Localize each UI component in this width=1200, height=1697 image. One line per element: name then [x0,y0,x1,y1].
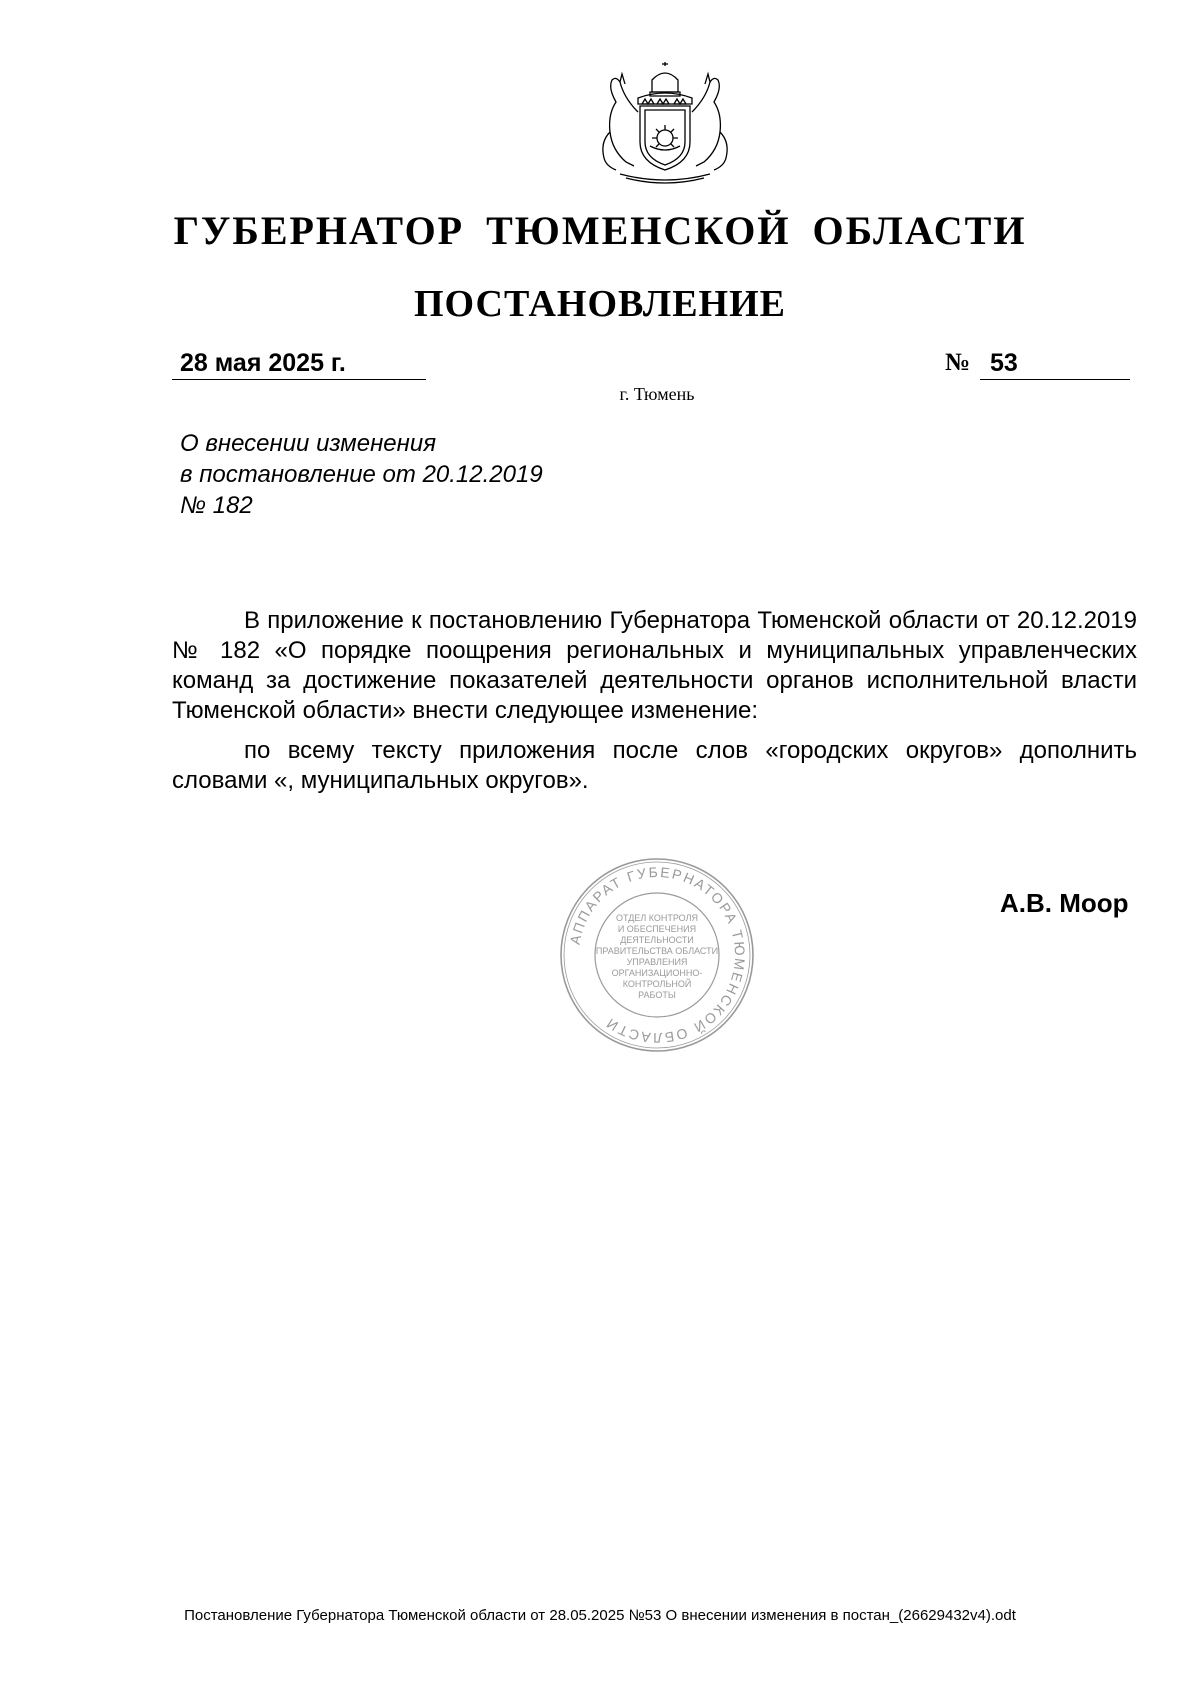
issue-city: г. Тюмень [619,384,695,404]
stamp-outer-text: АППАРАТ ГУБЕРНАТОРА ТЮМЕНСКОЙ ОБЛАСТИ [566,863,749,1047]
document-date: 28 мая 2025 г. [180,349,346,377]
subject-line-2: в постановление от 20.12.2019 [180,461,543,488]
footer-file-reference: Постановление Губернатора Тюменской области от 28.05.2025 №53 О внесении изменения в постан_(26629432v4).odt [184,1607,1016,1624]
signatory-name: А.В. Моор [1000,888,1129,918]
document-body [172,606,1137,806]
issuing-authority-title: ГУБЕРНАТОР ТЮМЕНСКОЙ ОБЛАСТИ [173,208,1027,253]
number-underline [980,379,1130,380]
stamp-inner-line: ОТДЕЛ КОНТРОЛЯ [616,913,698,923]
stamp-inner-line: ОРГАНИЗАЦИОННО- [611,968,703,978]
coat-of-arms-emblem [590,62,740,187]
document-number: 53 [990,349,1018,377]
document-type-title: ПОСТАНОВЛЕНИЕ [413,283,787,325]
stamp-inner-line: КОНТРОЛЬНОЙ [622,979,692,989]
document-subject [180,428,543,521]
stamp-inner-line: ДЕЯТЕЛЬНОСТИ [620,935,694,945]
stamp-inner-line: УПРАВЛЕНИЯ [626,957,688,967]
date-underline [172,379,426,380]
official-stamp [557,855,757,1055]
number-sign: № [945,349,971,376]
stamp-inner-line: И ОБЕСПЕЧЕНИЯ [617,924,697,934]
stamp-inner-line: РАБОТЫ [638,990,676,1000]
subject-line-3: № 182 [180,492,253,519]
body-paragraph-2: по всему тексту приложения после слов «городских округов» дополнить словами «, муниципальных округов». [172,737,1137,794]
stamp-inner-line: ПРАВИТЕЛЬСТВА ОБЛАСТИ [595,946,719,956]
subject-line-1: О внесении изменения [180,430,437,457]
body-paragraph-1: В приложение к постановлению Губернатора Тюменской области от 20.12.2019 № 182 «О порядке поощрения региональных и муниципальных управленческих команд за достижение показателей деятельности органов исполнительной власти Тюменской области» внести следующее изменение: [172,607,1137,724]
